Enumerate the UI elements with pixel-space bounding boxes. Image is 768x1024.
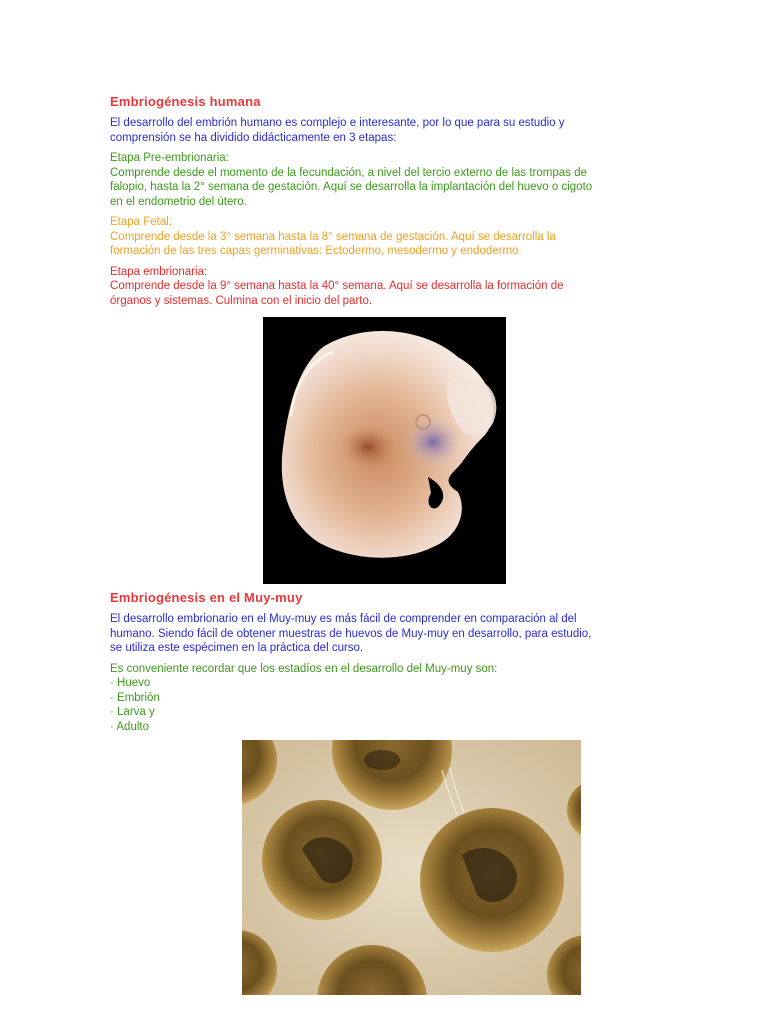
stage-pre-embryonic: Etapa Pre-embrionaria: Comprende desde el momento de la fecundación, a nivel del tercio externo de las trompas de falopio, hasta la 2° semana de gestación. Aquí se desarrolla la implantación del huevo o cigoto en el endometrio del útero. [110, 151, 630, 209]
section-muymuy-embryogenesis [110, 590, 640, 734]
intro-paragraph-muymuy: El desarrollo embrionario en el Muy-muy es más fácil de comprender en comparación al del humano. Siendo fácil de obtener muestras de huevos de Muy-muy en desarrollo, para estudio, se utiliza este espécimen en la práctica del curso. [110, 613, 592, 654]
stage-fetal: Etapa Fetal: Comprende desde la 3° semana hasta la 8° semana de gestación. Aquí se desarrolla la formación de las tres capas germinativas: Ectodermo, mesodermo y endodermo. [110, 215, 630, 259]
stages-intro: Es conveniente recordar que los estadíos en el desarrollo del Muy-muy son: [110, 662, 498, 675]
intro-paragraph-human: El desarrollo del embrión humano es complejo e interesante, por lo que para su estudio y comprensión se ha dividido didácticamente en 3 etapas: [110, 117, 565, 144]
stages-list [110, 676, 640, 734]
muymuy-eggs-photo [242, 740, 581, 995]
stage-embryonic: Etapa embrionaria: Comprende desde la 9° semana hasta la 40° semana. Aquí se desarrolla la formación de órganos y sistemas. Culmina con el inicio del parto. [110, 265, 630, 309]
list-item: · Larva y [110, 706, 155, 718]
list-item: · Adulto [110, 720, 149, 733]
human-embryo-photo [263, 317, 506, 584]
list-item: · Embrión [110, 691, 160, 704]
list-item: · Huevo [110, 677, 151, 689]
stage-label: Etapa Fetal: [110, 216, 173, 228]
section-title-human: Embriogénesis humana [110, 94, 261, 109]
section-human-embryogenesis [110, 94, 630, 314]
section-title-muymuy: Embriogénesis en el Muy-muy [110, 590, 303, 605]
stage-label: Etapa embrionaria: [110, 265, 208, 278]
stage-label: Etapa Pre-embrionaria: [110, 152, 229, 164]
